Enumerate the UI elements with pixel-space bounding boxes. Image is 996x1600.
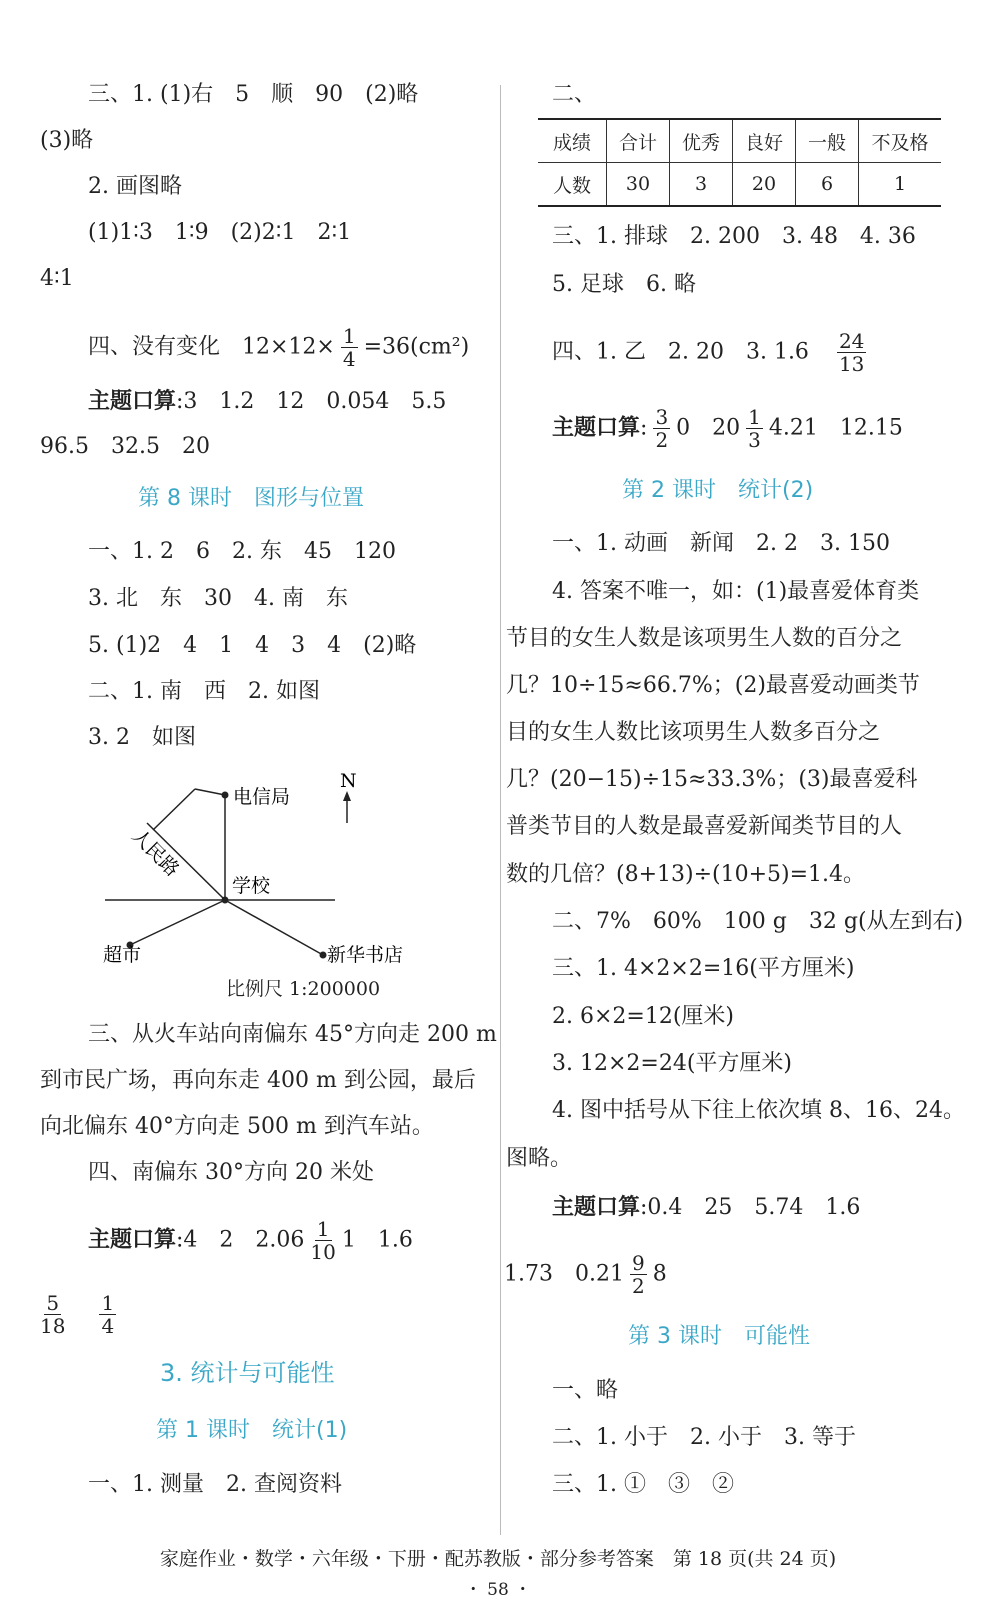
answer-line: 一、1. 动画 新闻 2. 2 3. 150 [552, 531, 890, 556]
market-label: 超市 [103, 944, 142, 966]
bookstore-label: 新华书店 [327, 944, 404, 966]
answer-line: 主题口算: $\frac{3}{2}$ 0 20 $\frac{1}{3}$ 4.21 12.15 [552, 405, 903, 452]
answer-line: (1)1∶3 1∶9 (2)2∶1 2∶1 [88, 220, 352, 245]
answer-line [552, 330, 872, 375]
lesson-heading: 第 2 课时 统计(2) [622, 478, 814, 503]
text: :3 1.2 12 0.054 5.5 [176, 389, 447, 414]
table-cell: 一般 [796, 119, 859, 163]
fraction: $\frac{1}{3}$ [748, 405, 761, 452]
bookstore-point [320, 952, 327, 959]
text: 四、没有变化 12×12× [88, 334, 335, 360]
page-footer: 家庭作业・数学・六年级・下册・配苏教版・部分参考答案 第 18 页(共 24 页) [159, 1548, 837, 1570]
answer-line: 一、1. 测量 2. 查阅资料 [88, 1472, 342, 1497]
answer-line: (3)略 [40, 128, 94, 153]
answer-line: 4. 图中括号从下往上依次填 8、16、24。 [552, 1098, 965, 1123]
answer-line: 5. 足球 6. 略 [552, 272, 696, 297]
answer-line: 4. 答案不唯一，如：(1)最喜爱体育类 [552, 579, 920, 604]
text: 4.21 12.15 [768, 415, 903, 441]
answer-line: 二、1. 小于 2. 小于 3. 等于 [552, 1425, 856, 1450]
answer-line [552, 1192, 860, 1223]
table-cell: 20 [733, 163, 796, 207]
answer-line: 三、从火车站向南偏东 45°方向走 200 m [88, 1022, 497, 1047]
oral-calc-label: 主题口算 [88, 1226, 177, 1253]
answer-line: 图略。 [506, 1146, 573, 1171]
table-cell: 合计 [607, 119, 670, 163]
answer-line: 几？10÷15≈66.7%；(2)最喜爱动画类节 [506, 673, 920, 698]
answer-line: 2. 画图略 [88, 174, 182, 199]
answer-line: 向北偏东 40°方向走 500 m 到汽车站。 [40, 1114, 434, 1139]
oral-calc-label: 主题口算 [552, 1194, 641, 1220]
telecom-point [222, 792, 229, 799]
answer-line: 几？(20−15)÷15≈33.3%；(3)最喜爱科 [506, 767, 918, 792]
text: =36(cm²) [363, 334, 470, 360]
fraction: $\frac{1}{10}$ [310, 1217, 336, 1264]
table-cell: 1 [859, 163, 942, 207]
table-row [538, 163, 941, 207]
fraction: $\frac{5}{18}$ [40, 1291, 66, 1338]
section-heading: 3. 统计与可能性 [160, 1359, 335, 1387]
answer-line: 三、1. ① ③ ② [552, 1472, 734, 1497]
answer-line: 目的女生人数比该项男生人数多百分之 [506, 720, 881, 745]
text: 0 20 [676, 415, 741, 441]
table-cell: 人数 [538, 163, 607, 207]
answer-line: 到市民广场，再向东走 400 m 到公园，最后 [40, 1068, 476, 1093]
telecom-label: 电信局 [233, 786, 291, 808]
oral-calc-label: 主题口算 [552, 414, 641, 441]
lesson-heading: 第 3 课时 可能性 [628, 1324, 810, 1349]
answer-line: 三、1. (1)右 5 顺 90 (2)略 [88, 82, 419, 107]
answer-line [88, 386, 446, 417]
answer-line: 3. 12×2=24(平方厘米) [552, 1051, 793, 1076]
text: 1.73 0.21 [504, 1261, 624, 1287]
lesson-heading: 第 8 课时 图形与位置 [138, 486, 364, 511]
fraction: $\frac{9}{2}$ [631, 1251, 645, 1298]
text: 1 1.6 [341, 1227, 413, 1253]
table-cell: 良好 [733, 119, 796, 163]
table-cell: 不及格 [859, 119, 942, 163]
answer-line: 普类节目的人数是最喜爱新闻类节目的人 [506, 814, 903, 839]
answer-line: 96.5 32.5 20 [40, 434, 210, 459]
answer-line [88, 325, 469, 370]
north-label: N [340, 770, 357, 792]
score-table [538, 118, 941, 207]
answer-line: 二、7% 60% 100 g 32 g(从左到右) [552, 909, 964, 934]
answer-line: 一、1. 2 6 2. 东 45 120 [88, 539, 396, 564]
lesson-heading: 第 1 课时 统计(1) [156, 1418, 348, 1443]
text: :4 2 2.06 [176, 1227, 305, 1253]
answer-line: 3. 2 如图 [88, 725, 196, 750]
table-cell: 优秀 [670, 119, 733, 163]
answer-line: 4∶1 [40, 266, 74, 291]
answer-line: 三、1. 4×2×2=16(平方厘米) [552, 956, 855, 981]
answer-line: 一、略 [552, 1378, 619, 1403]
map-scale: 比例尺 1:200000 [226, 978, 381, 1000]
answer-line: 三、1. 排球 2. 200 3. 48 4. 36 [552, 224, 916, 249]
text: 8 [652, 1261, 667, 1287]
answer-line [88, 1218, 413, 1263]
table-cell: 30 [607, 163, 670, 207]
answer-line: 二、1. 南 西 2. 如图 [88, 679, 320, 704]
table-cell: 成绩 [538, 119, 607, 163]
answer-line [34, 1292, 122, 1337]
page-number: ・ 58 ・ [464, 1580, 532, 1600]
answer-line [504, 1252, 667, 1297]
column-divider [500, 85, 501, 1535]
answer-line: 节目的女生人数是该项男生人数的百分之 [506, 626, 903, 651]
answer-line: 四、南偏东 30°方向 20 米处 [88, 1160, 374, 1185]
road-label: 人民路 [127, 824, 184, 881]
fraction: $\frac{24}{13}$ [838, 329, 865, 376]
answer-line: 二、 [552, 82, 597, 107]
fraction: $\frac{1}{4}$ [101, 1291, 115, 1338]
text: 四、1. 乙 2. 20 3. 1.6 [552, 339, 809, 365]
text: :0.4 25 5.74 1.6 [640, 1195, 861, 1220]
fraction: $\frac{1}{4}$ [342, 324, 356, 371]
answer-line: 数的几倍？(8+13)÷(10+5)=1.4。 [506, 862, 866, 887]
position-map-diagram [95, 765, 404, 1005]
oral-calc-label: 主题口算 [88, 388, 177, 414]
answer-line: 5. (1)2 4 1 4 3 4 (2)略 [88, 633, 417, 658]
answer-line: 3. 北 东 30 4. 南 东 [88, 586, 348, 611]
table-cell: 6 [796, 163, 859, 207]
school-label: 学校 [232, 875, 271, 897]
fraction: $\frac{3}{2}$ [655, 405, 669, 452]
table-row [538, 119, 941, 163]
answer-line: 2. 6×2=12(厘米) [552, 1004, 735, 1029]
table-cell: 3 [670, 163, 733, 207]
